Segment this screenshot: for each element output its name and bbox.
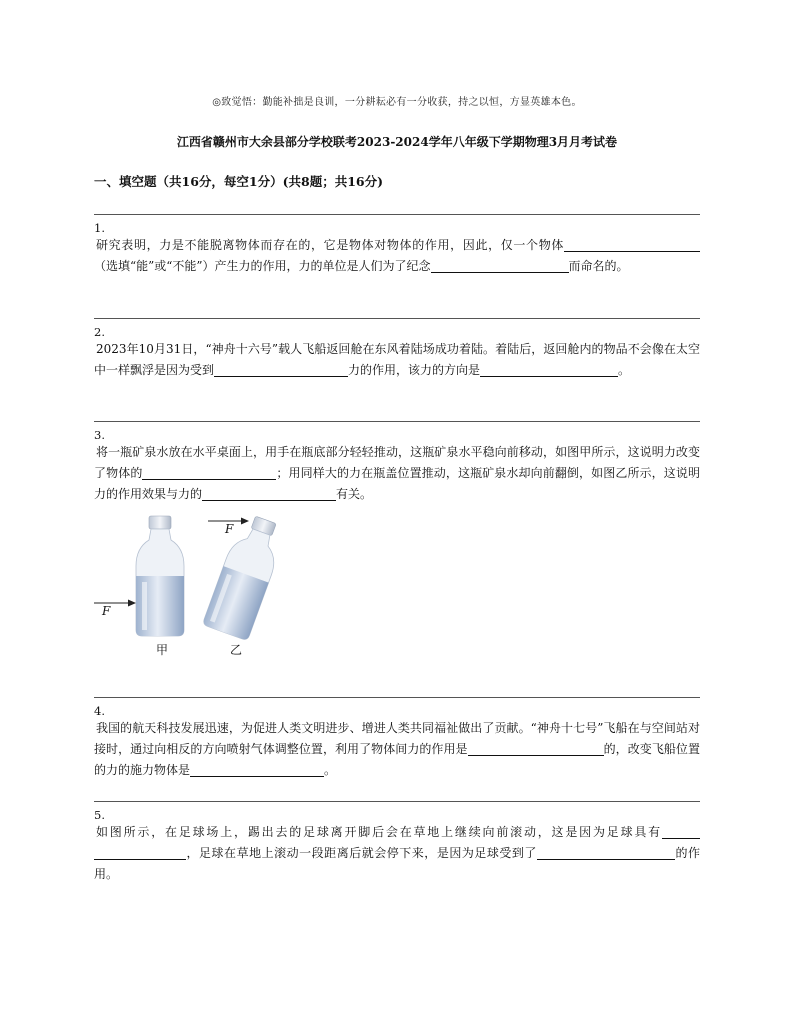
question-text-part: 。	[618, 363, 631, 377]
question-divider	[94, 318, 700, 319]
force-arrow-left	[94, 600, 136, 607]
question-text	[94, 235, 700, 277]
question-text-part: 有关。	[336, 487, 373, 501]
motto-line: ◎致觉悟：勤能补拙是良训，一分耕耘必有一分收获，持之以恒，方显英雄本色。	[212, 97, 582, 108]
force-label-top: F	[225, 522, 234, 536]
question-divider	[94, 801, 700, 802]
answer-blank[interactable]	[468, 741, 572, 756]
question-text-part: ，足球在草地上滚动一段距离后就会停下来，是因为足球受到了	[186, 846, 537, 860]
question-text-part: 力的作用，该力的方向是	[348, 363, 481, 377]
question-text-part: 的，改变飞船位置的力的施力物体是	[94, 742, 700, 777]
bottle-upright	[136, 516, 184, 636]
answer-blank[interactable]	[190, 762, 324, 777]
question-text-part: 如图所示，在足球场上，踢出去的足球离开脚后会在草地上继续向前滚动，这是因为足球具有	[96, 825, 662, 839]
answer-blank[interactable]	[662, 824, 700, 839]
answer-blank[interactable]	[564, 237, 662, 252]
question-text-part: 。	[324, 763, 337, 777]
question-1	[94, 214, 700, 277]
answer-blank-continued[interactable]	[94, 845, 186, 860]
question-divider	[94, 214, 700, 215]
exam-title: 江西省赣州市大余县部分学校联考2023-2024学年八年级下学期物理3月月考试卷	[176, 135, 618, 149]
question-divider	[94, 421, 700, 422]
question-number: 3.	[94, 428, 105, 442]
answer-blank-continued[interactable]	[665, 845, 675, 860]
question-text	[94, 339, 700, 381]
answer-blank-continued[interactable]	[572, 741, 604, 756]
answer-blank[interactable]	[537, 845, 665, 860]
force-label-left: F	[102, 604, 111, 618]
answer-blank[interactable]	[480, 362, 596, 377]
question-text-part: ；用同样大的力在瓶盖位置推动，这瓶矿泉水却向前翻倒，如图乙所示，这说明力的作用效果与力的	[94, 466, 700, 501]
question-text-part: 我国的航天科技发展迅速，为促进人类文明进步、增进人类共同福祉做出了贡献。“神舟十七号”飞船在与空间站对接时，通过向相反的方向喷射气体调整位置，利用了物体间力的作用是	[94, 721, 700, 756]
question-2	[94, 318, 700, 381]
question-3	[94, 421, 700, 505]
section-heading: 一、填空题（共16分，每空1分）(共8题；共16分)	[94, 174, 384, 189]
question-text-part: 的作用。	[94, 846, 700, 881]
question-number: 5.	[94, 808, 105, 822]
answer-blank[interactable]	[142, 465, 276, 480]
caption-jia: 甲	[156, 643, 169, 657]
question-number: 4.	[94, 704, 105, 718]
question-number: 2.	[94, 325, 105, 339]
question-5	[94, 801, 700, 885]
caption-yi: 乙	[230, 643, 243, 657]
question-text-part: （选填“能”或“不能”）产生力的作用，力的单位是人们为了纪念	[94, 259, 431, 273]
question-text-part: 将一瓶矿泉水放在水平桌面上，用手在瓶底部分轻轻推动，这瓶矿泉水平稳向前移动，如图甲所示，这说明力改变了物体的	[94, 445, 700, 480]
question-text-part: 研究表明，力是不能脱离物体而存在的，它是物体对物体的作用，因此，仅一个物体	[96, 238, 564, 252]
answer-blank-continued[interactable]	[662, 237, 700, 252]
answer-blank[interactable]	[214, 362, 348, 377]
question-text	[94, 718, 700, 781]
question-4	[94, 697, 700, 781]
bottles-figure	[94, 510, 294, 660]
bottle-tilted	[202, 512, 288, 641]
question-text	[94, 822, 700, 885]
question-text-part: 而命名的。	[568, 259, 629, 273]
question-text-part: 2023年10月31日，“神舟十六号”载人飞船返回舱在东风着陆场成功着陆。着陆后，返回舱内的物品不会像在太空中一样飘浮是因为受到	[94, 342, 700, 377]
question-text	[94, 442, 700, 505]
bottles-illustration	[94, 510, 294, 660]
question-divider	[94, 697, 700, 698]
answer-blank[interactable]	[202, 486, 336, 501]
answer-blank[interactable]	[431, 258, 569, 273]
question-number: 1.	[94, 221, 105, 235]
answer-blank-continued[interactable]	[596, 362, 618, 377]
